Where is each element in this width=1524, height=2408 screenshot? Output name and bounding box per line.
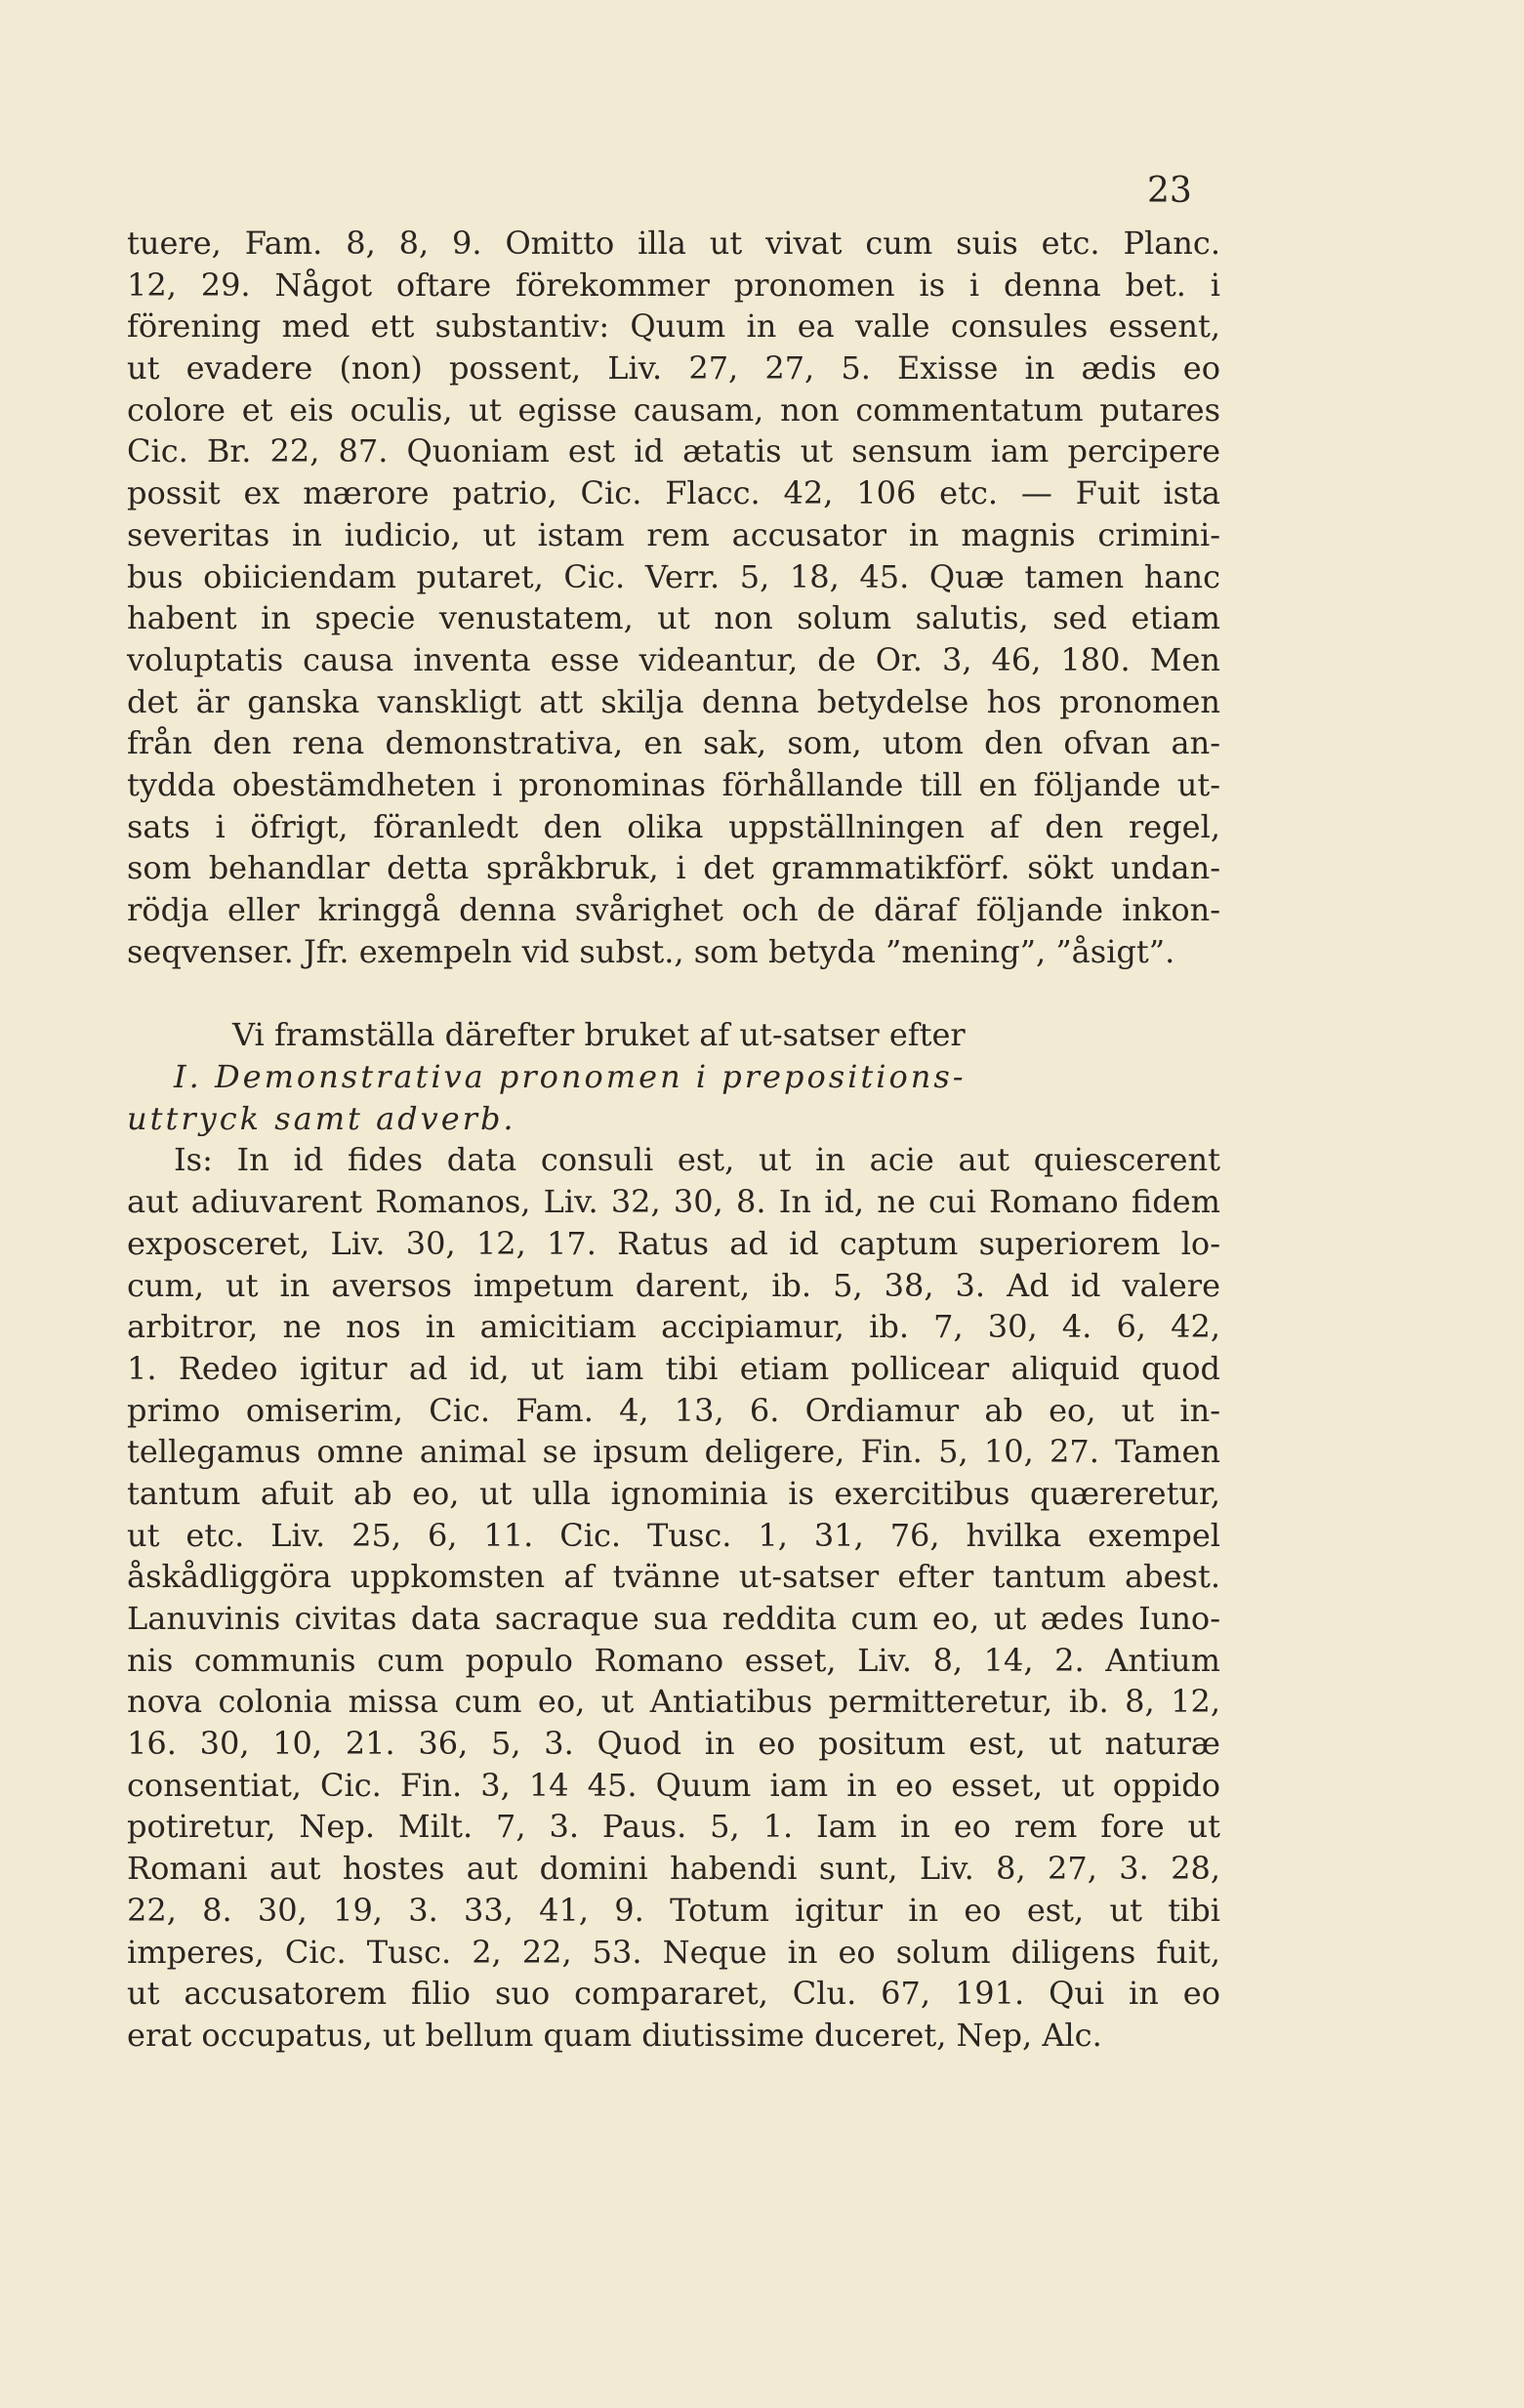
intro-line: Vi framställa därefter bruket af ut-satser efter bbox=[232, 1016, 966, 1054]
text-line: colore et eis oculis, ut egisse causam, non commentatum putares bbox=[127, 390, 1220, 429]
text-line: rödja eller kringgå denna svårighet och de däraf följande inkon- bbox=[127, 891, 1220, 928]
text-line: ut evadere (non) possent, Liv. 27, 27, 5. Exisse in ædis eo bbox=[127, 349, 1220, 388]
text-line: erat occupatus, ut bellum quam diutissime duceret, Nep, Alc. bbox=[127, 2016, 1102, 2054]
text-line: tuere, Fam. 8, 8, 9. Omitto illa ut vivat cum suis etc. Planc. bbox=[127, 224, 1220, 262]
text-line: primo omiserim, Cic. Fam. 4, 13, 6. Ordiamur ab eo, ut in- bbox=[127, 1391, 1220, 1429]
text-line: severitas in iudicio, ut istam rem accusator in magnis crimini- bbox=[127, 515, 1220, 553]
text-line: Romani aut hostes aut domini habendi sunt, Liv. 8, 27, 3. 28, bbox=[127, 1850, 1220, 1888]
text-line: som behandlar detta språkbruk, i det grammatikförf. sökt undan- bbox=[127, 849, 1220, 887]
paragraph-1 bbox=[127, 223, 1220, 972]
paragraph-gap bbox=[127, 972, 1220, 1014]
text-line: från den rena demonstrativa, en sak, som, utom den ofvan an- bbox=[127, 724, 1220, 762]
text-line: nova colonia missa cum eo, ut Antiatibus permitteretur, ib. 8, 12, bbox=[127, 1683, 1220, 1721]
text-line: cum, ut in aversos impetum darent, ib. 5, 38, 3. Ad id valere bbox=[127, 1266, 1220, 1304]
text-line: tydda obestämdheten i pronominas förhållande till en följande ut- bbox=[127, 765, 1220, 803]
text-line: imperes, Cic. Tusc. 2, 22, 53. Neque in eo solum diligens fuit, bbox=[127, 1933, 1220, 1971]
text-line: ut accusatorem filio suo compararet, Clu. 67, 191. Qui in eo bbox=[127, 1975, 1220, 2013]
text-line: consentiat, Cic. Fin. 3, 14 45. Quum iam in eo esset, ut oppido bbox=[127, 1766, 1220, 1804]
text-line: voluptatis causa inventa esse videantur, de Or. 3, 46, 180. Men bbox=[127, 640, 1220, 678]
text-line: potiretur, Nep. Milt. 7, 3. Paus. 5, 1. Iam in eo rem fore ut bbox=[127, 1808, 1220, 1846]
text-line: 1. Redeo igitur ad id, ut iam tibi etiam pollicear aliquid quod bbox=[127, 1349, 1220, 1387]
text-line: det är ganska vanskligt att skilja denna betydelse hos pronomen bbox=[127, 682, 1220, 720]
text-line: 12, 29. Något oftare förekommer pronomen is i denna bet. i bbox=[127, 265, 1220, 304]
text-line: ut etc. Liv. 25, 6, 11. Cic. Tusc. 1, 31, 76, hvilka exempel bbox=[127, 1516, 1220, 1554]
text-line: arbitror, ne nos in amicitiam accipiamur, ib. 7, 30, 4. 6, 42, bbox=[127, 1308, 1220, 1346]
text-line: exposceret, Liv. 30, 12, 17. Ratus ad id captum superiorem lo- bbox=[127, 1224, 1220, 1262]
text-line: 22, 8. 30, 19, 3. 33, 41, 9. Totum igitur in eo est, ut tibi bbox=[127, 1891, 1220, 1929]
text-line: seqvenser. Jfr. exempeln vid subst., som betyda ”mening”, ”åsigt”. bbox=[127, 932, 1175, 970]
section-heading-continued: uttryck samt adverb. bbox=[127, 1099, 516, 1137]
text-line: tantum afuit ab eo, ut ulla ignominia is exercitibus quæreretur, bbox=[127, 1474, 1220, 1512]
text-line: nis communis cum populo Romano esset, Liv. 8, 14, 2. Antium bbox=[127, 1641, 1220, 1679]
page-number: 23 bbox=[1147, 171, 1192, 211]
text-line: habent in specie venustatem, ut non solum salutis, sed etiam bbox=[127, 599, 1220, 637]
text-line: tellegamus omne animal se ipsum deligere, Fin. 5, 10, 27. Tamen bbox=[127, 1433, 1220, 1471]
text-line: åskådliggöra uppkomsten af tvänne ut-satser efter tantum abest. bbox=[127, 1558, 1220, 1596]
text-line: 16. 30, 10, 21. 36, 5, 3. Quod in eo positum est, ut naturæ bbox=[127, 1725, 1220, 1763]
text-line: Is: In id fides data consuli est, ut in acie aut quiescerent bbox=[174, 1141, 1220, 1179]
paragraph-2 bbox=[127, 1139, 1220, 2056]
text-line: Cic. Br. 22, 87. Quoniam est id ætatis ut sensum iam percipere bbox=[127, 432, 1220, 470]
text-line: förening med ett substantiv: Quum in ea valle consules essent, bbox=[127, 307, 1220, 346]
text-line: bus obiiciendam putaret, Cic. Verr. 5, 18, 45. Quæ tamen hanc bbox=[127, 557, 1220, 595]
text-line: sats i öfrigt, föranledt den olika uppställningen af den regel, bbox=[127, 807, 1220, 845]
text-line: aut adiuvarent Romanos, Liv. 32, 30, 8. In id, ne cui Romano fidem bbox=[127, 1183, 1220, 1221]
section-heading: I. Demonstrativa pronomen i prepositions- bbox=[174, 1058, 967, 1096]
text-line: Lanuvinis civitas data sacraque sua reddita cum eo, ut ædes Iuno- bbox=[127, 1600, 1220, 1637]
text-line: possit ex mærore patrio, Cic. Flacc. 42, 106 etc. — Fuit ista bbox=[127, 474, 1220, 512]
text-body bbox=[127, 223, 1220, 2057]
